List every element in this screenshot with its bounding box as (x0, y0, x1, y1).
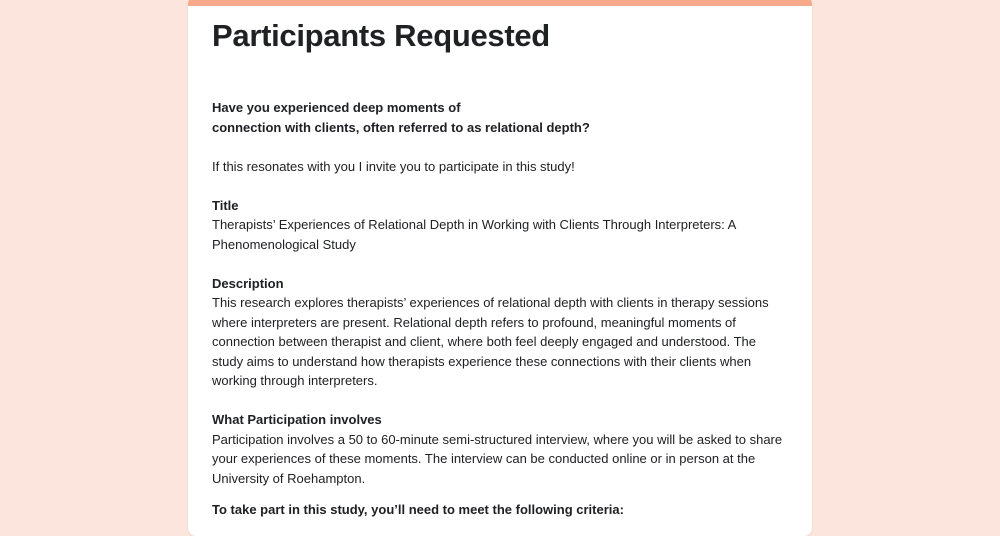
intro-question-line1: Have you experienced deep moments of (212, 100, 461, 115)
description-heading: Description (212, 275, 284, 291)
participation-text: Participation involves a 50 to 60-minute semi-structured interview, where you will be asked to share your experiences of these moments. The interview can be conducted online or in person at the University of Roehampton. (212, 431, 783, 486)
study-title-text: Therapists’ Experiences of Relational Depth in Working with Clients Through Interpreters: A Phenomenological Study (212, 217, 736, 252)
invite-text: If this resonates with you I invite you to participate in this study! (212, 158, 575, 174)
form-title: Participants Requested (212, 18, 550, 53)
participation-heading: What Participation involves (212, 412, 382, 427)
title-heading: Title (212, 197, 239, 213)
form-description (212, 98, 788, 520)
form-card (188, 0, 812, 536)
intro-question-line2: connection with clients, often referred to as relational depth? (212, 119, 590, 135)
criteria-heading: To take part in this study, you’ll need to meet the following criteria: (212, 502, 624, 517)
form-header (188, 6, 812, 520)
description-text: This research explores therapists’ experiences of relational depth with clients in therapy sessions where interpreters are present. Relational depth refers to profound, meaningful moments of connection between therapist and client, where both feel deeply engaged and understood. The study aims to understand how therapists experience these connections with their clients when working through interpreters. (212, 295, 769, 388)
